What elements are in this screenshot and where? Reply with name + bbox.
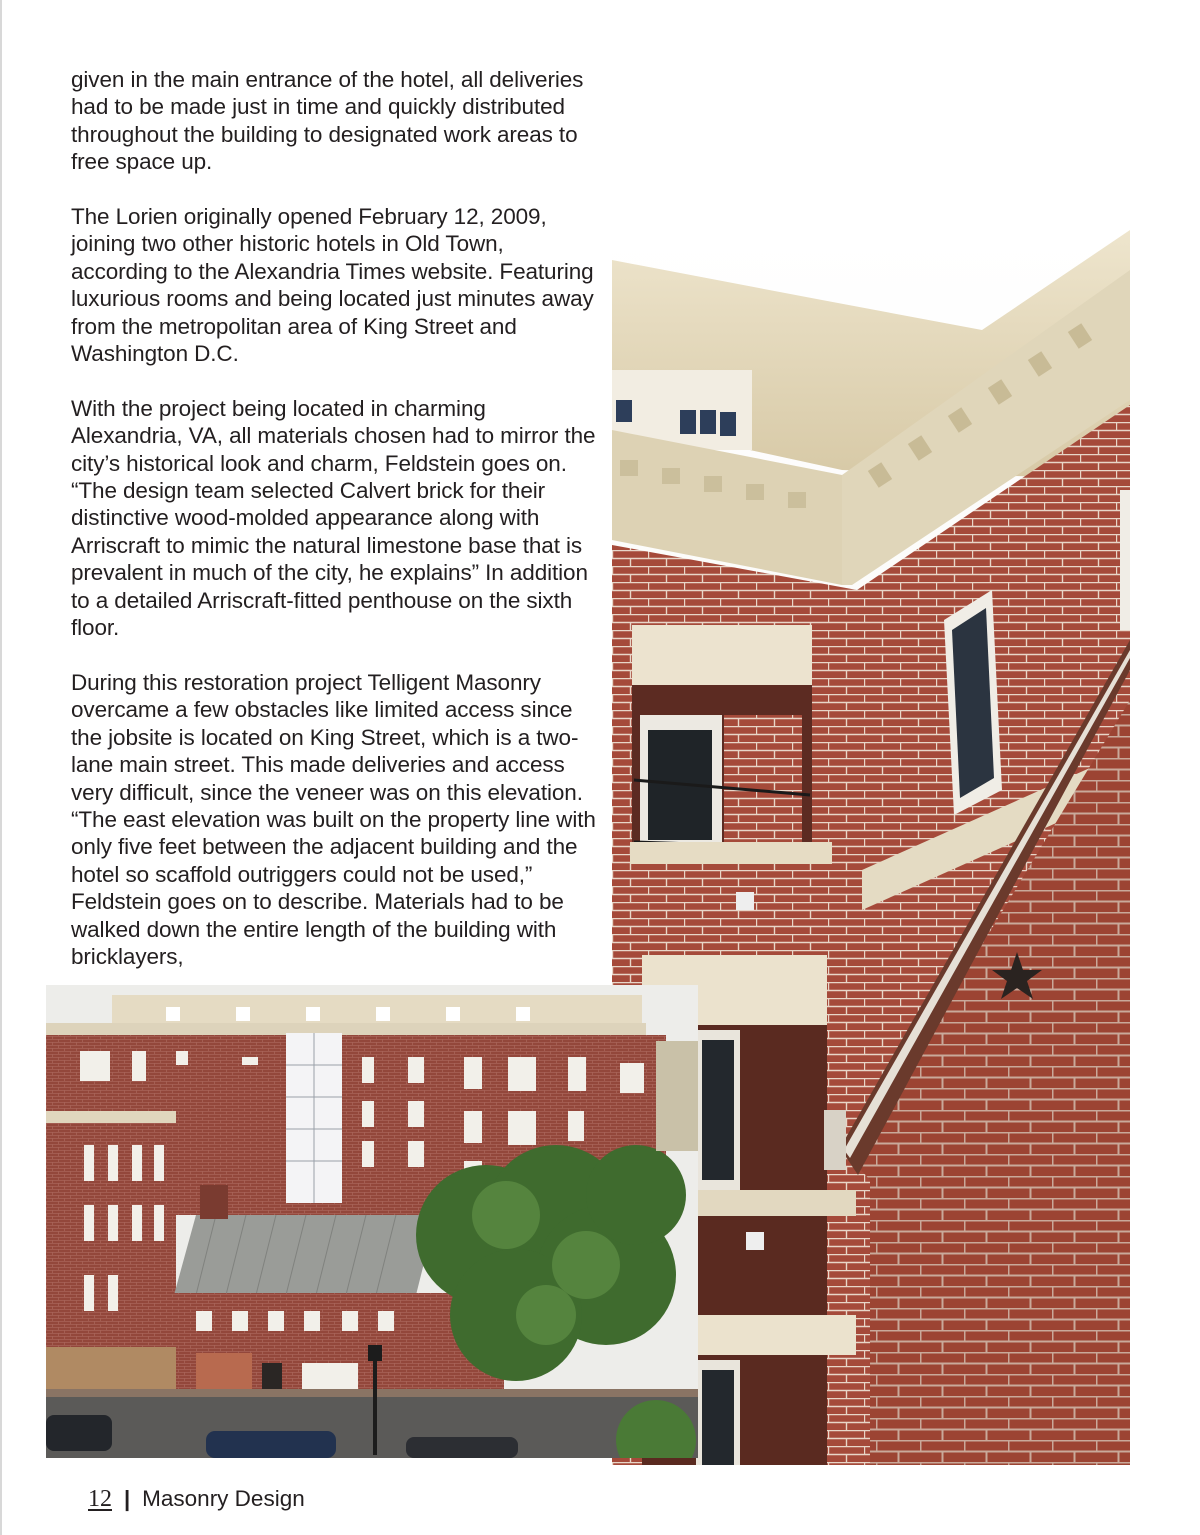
aerial-construction-photo (46, 985, 698, 1458)
page-footer (88, 1484, 305, 1514)
page-edge-line (0, 0, 2, 1535)
article-column (71, 66, 601, 998)
page-number: 12 (88, 1485, 112, 1512)
publication-name: Masonry Design (142, 1486, 305, 1511)
paragraph-2: The Lorien originally opened February 12, 2009, joining two other historic hotels in Old Town, according to the Alexandria Times website. Featuring luxurious rooms and being located just minutes away from the metropolitan area of King Street and Washington D.C. (71, 204, 594, 367)
paragraph-3: With the project being located in charming Alexandria, VA, all materials chosen had to mirror the city’s historical look and charm, Feldstein goes on. “The design team selected Calvert brick for their distinctive wood-molded appearance along with Arriscraft to mimic the natural limestone base that is prevalent in much of the city, he explains” In addition to a detailed Arriscraft-fitted penthouse on the sixth floor. (71, 395, 596, 641)
footer-separator: | (124, 1486, 131, 1511)
paragraph-4: During this restoration project Telligent Masonry overcame a few obstacles like limited access since the jobsite is located on King Street, which is a two-lane main street. This made deliveries and access very difficult, since the veneer was on this elevation. “The east elevation was built on the property line with only five feet between the adjacent building and the hotel so scaffold outriggers could not be used,” Feldstein goes on to describe. Materials had to be walked down the entire length of the building with bricklayers, (71, 669, 596, 969)
paragraph-1: given in the main entrance of the hotel, all deliveries had to be made just in time and quickly distributed throughout the building to designated work areas to free space up. (71, 67, 584, 175)
